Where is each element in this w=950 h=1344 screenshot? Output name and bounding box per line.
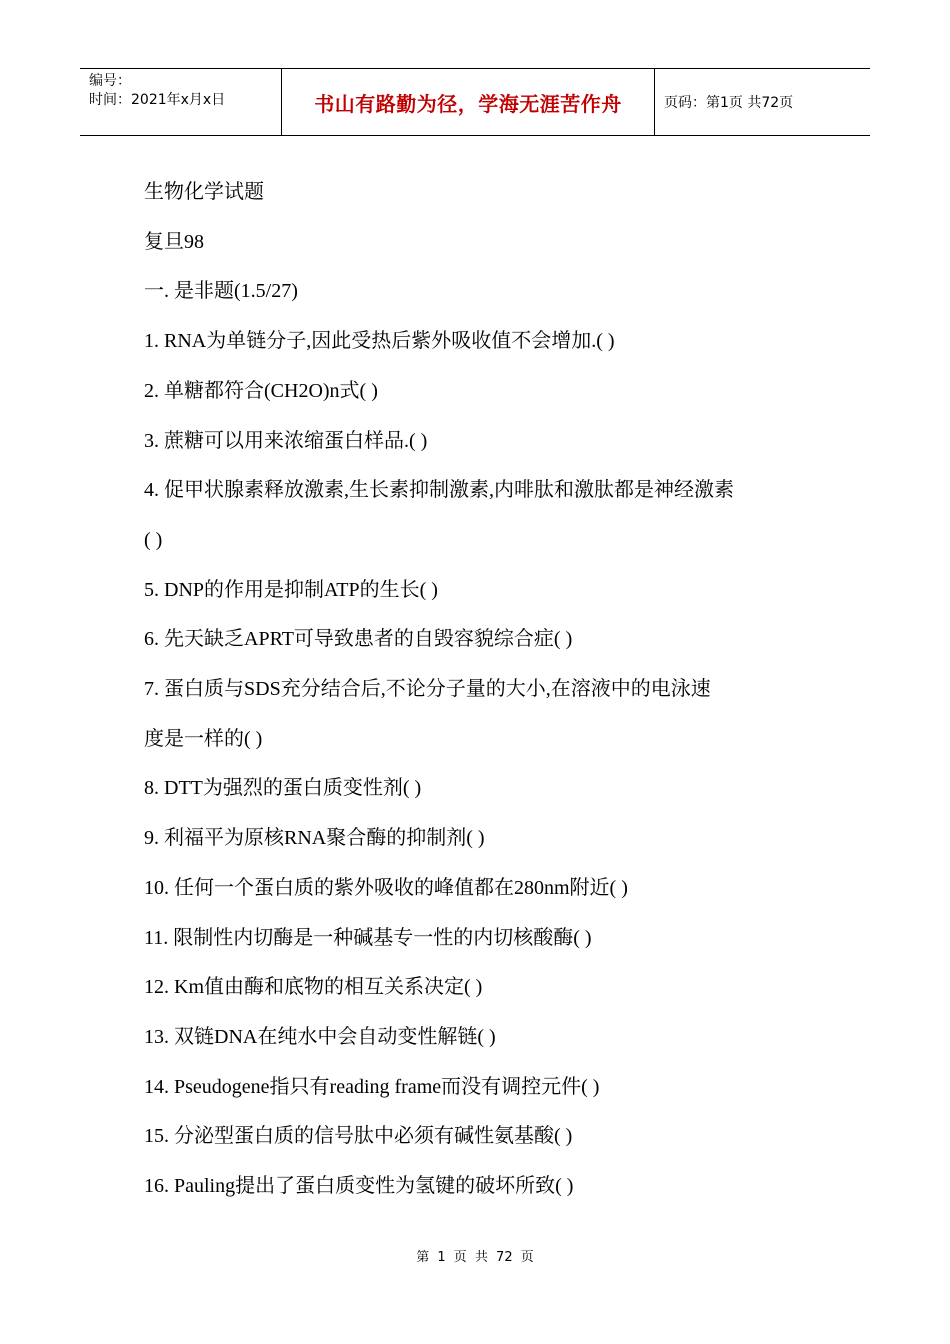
question-line: 12. Km值由酶和底物的相互关系决定( )	[144, 976, 483, 999]
page-footer	[0, 1246, 950, 1265]
question-line: 8. DTT为强烈的蛋白质变性剂( )	[144, 777, 422, 800]
question-line: 7. 蛋白质与SDS充分结合后,不论分子量的大小,在溶液中的电泳速	[144, 678, 711, 701]
question-line: 4. 促甲状腺素释放激素,生长素抑制激素,内啡肽和激肽都是神经激素	[144, 479, 734, 502]
footer-page-number: 第 1 页 共 72 页	[416, 1250, 534, 1265]
header-page-cell	[655, 69, 870, 135]
question-line: ( )	[144, 528, 163, 551]
question-line: 2. 单糖都符合(CH2O)n式( )	[144, 379, 378, 402]
time-label: 时间：2021年x月x日	[89, 92, 226, 108]
question-line: 9. 利福平为原核RNA聚合酶的抑制剂( )	[144, 827, 485, 850]
header-motto-cell	[282, 69, 655, 135]
question-line: 6. 先天缺乏APRT可导致患者的自毁容貌综合症( )	[144, 628, 573, 651]
code-label: 编号：	[89, 73, 131, 89]
motto-text: 书山有路勤为径，学海无涯苦作舟	[314, 91, 622, 116]
question-line: 16. Pauling提出了蛋白质变性为氢键的破坏所致( )	[144, 1175, 574, 1198]
question-line: 11. 限制性内切酶是一种碱基专一性的内切核酸酶( )	[144, 926, 592, 949]
question-line: 13. 双链DNA在纯水中会自动变性解链( )	[144, 1025, 496, 1048]
header-meta-cell	[80, 69, 282, 135]
document-body	[144, 168, 824, 1212]
question-line: 15. 分泌型蛋白质的信号肽中必须有碱性氨基酸( )	[144, 1125, 573, 1148]
question-line: 10. 任何一个蛋白质的紫外吸收的峰值都在280nm附近( )	[144, 876, 628, 899]
question-line: 1. RNA为单链分子,因此受热后紫外吸收值不会增加.( )	[144, 330, 615, 353]
question-line: 5. DNP的作用是抑制ATP的生长( )	[144, 578, 438, 601]
section-heading: 一. 是非题(1.5/27)	[144, 280, 298, 303]
page-info: 页码：第1页 共72页	[664, 95, 794, 111]
document-subtitle: 复旦98	[144, 230, 204, 253]
question-line: 14. Pseudogene指只有reading frame而没有调控元件( )	[144, 1075, 600, 1098]
document-title: 生物化学试题	[144, 181, 264, 203]
question-line: 3. 蔗糖可以用来浓缩蛋白样品.( )	[144, 429, 428, 452]
document-header	[80, 68, 870, 136]
question-line: 度是一样的( )	[144, 727, 263, 750]
